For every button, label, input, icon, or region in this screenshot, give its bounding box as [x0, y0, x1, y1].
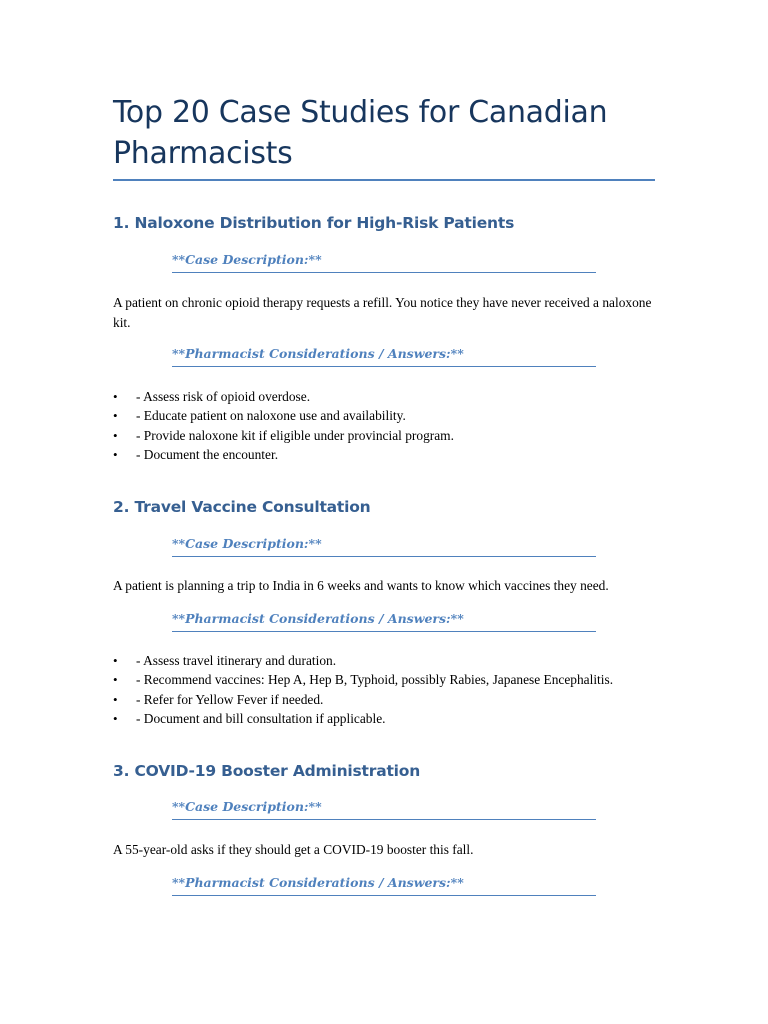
- case-2-answers-label-text: **Pharmacist Considerations / Answers:**: [172, 611, 464, 626]
- case-2-description-label: [172, 536, 596, 557]
- case-3-description-label-text: **Case Description:**: [172, 799, 322, 814]
- case-1-answers-label-text: **Pharmacist Considerations / Answers:**: [172, 346, 464, 361]
- bullet-icon: •: [113, 653, 118, 668]
- bullet-icon: •: [113, 389, 118, 404]
- case-3-answers-label-text: **Pharmacist Considerations / Answers:**: [172, 875, 464, 890]
- case-1-description-label-text: **Case Description:**: [172, 252, 322, 267]
- list-item-text: - Assess travel itinerary and duration.: [136, 653, 337, 668]
- case-2-heading: 2. Travel Vaccine Consultation: [113, 498, 371, 516]
- case-2-answers-label: [172, 611, 596, 632]
- bullet-icon: •: [113, 408, 118, 424]
- case-2-description-label-text: **Case Description:**: [172, 536, 322, 551]
- case-1-answers-label: [172, 346, 596, 367]
- bullet-icon: •: [113, 710, 118, 726]
- document-title: Top 20 Case Studies for Canadian Pharmacists: [113, 95, 608, 171]
- list-item-text: - Refer for Yellow Fever if needed.: [136, 691, 324, 707]
- list-item-text: - Document and bill consultation if applicable.: [136, 710, 386, 726]
- title-underline: [113, 179, 655, 181]
- list-item-text: - Educate patient on naloxone use and availability.: [136, 408, 406, 424]
- case-1-description-label: [172, 252, 596, 273]
- list-item-text: - Provide naloxone kit if eligible under provincial program.: [136, 427, 454, 443]
- bullet-icon: •: [113, 427, 118, 443]
- case-1-heading: 1. Naloxone Distribution for High-Risk Patients: [113, 214, 515, 232]
- case-2-description: A patient is planning a trip to India in 6 weeks and wants to know which vaccines they need.: [113, 578, 609, 593]
- bullet-icon: •: [113, 446, 118, 462]
- case-3-heading: 3. COVID-19 Booster Administration: [113, 762, 421, 780]
- list-item-text: - Document the encounter.: [136, 446, 279, 462]
- case-3-answers-label: [172, 875, 596, 896]
- list-item-text: - Assess risk of opioid overdose.: [136, 389, 311, 404]
- case-3-description: A 55-year-old asks if they should get a COVID-19 booster this fall.: [113, 842, 474, 857]
- bullet-icon: •: [113, 691, 118, 707]
- list-item-text: - Recommend vaccines: Hep A, Hep B, Typhoid, possibly Rabies, Japanese Encephalitis.: [136, 672, 614, 688]
- case-1-description: A patient on chronic opioid therapy requests a refill. You notice they have never received a naloxone kit.: [113, 295, 652, 330]
- case-3-description-label: [172, 799, 596, 820]
- bullet-icon: •: [113, 672, 118, 688]
